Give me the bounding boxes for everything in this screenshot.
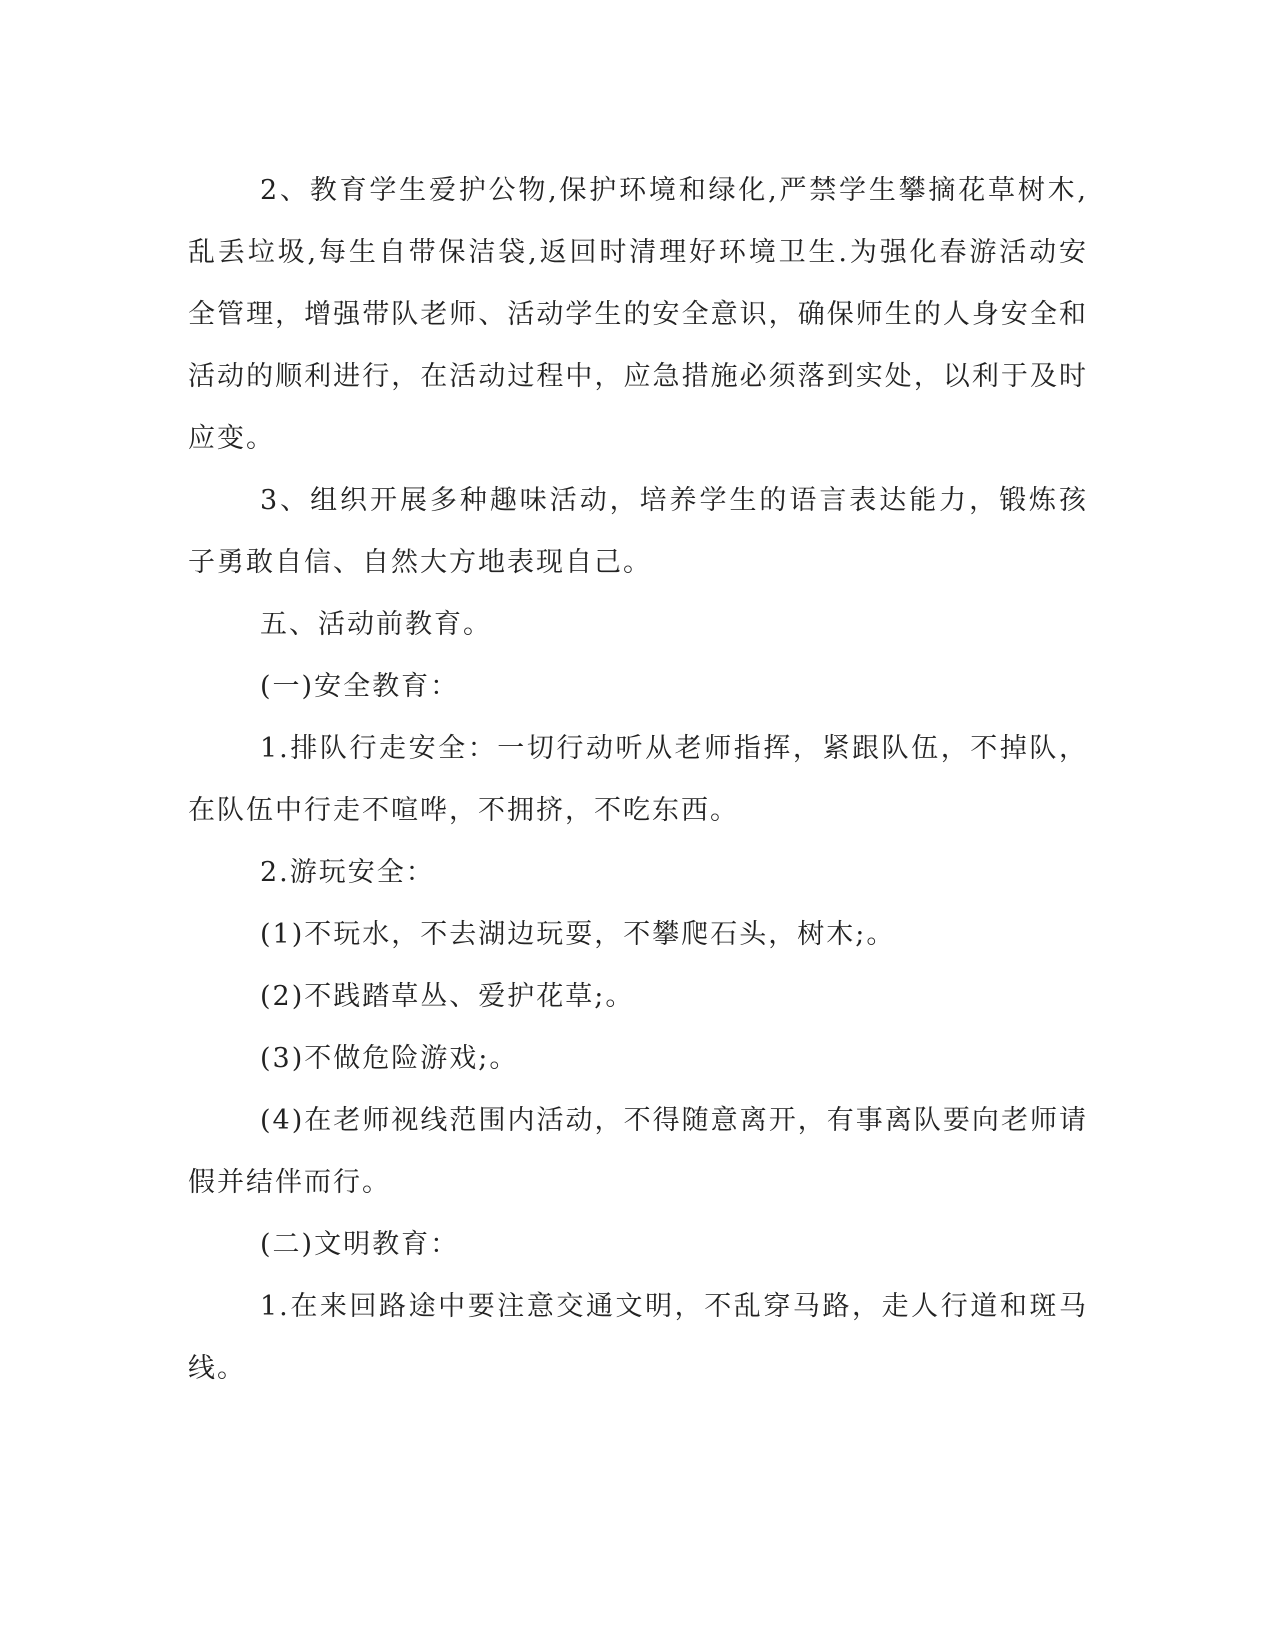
subheading-safety-education: (一)安全教育：	[260, 671, 460, 702]
list-item-no-dangerous-games: (3)不做危险游戏;。	[260, 1043, 519, 1074]
paragraph-fun-activities: 3、组织开展多种趣味活动，培养学生的语言表达能力，锻炼孩子勇敢自信、自然大方地表现自己。	[188, 485, 1088, 578]
paragraph-play-safety: 2.游玩安全：	[260, 857, 435, 888]
list-item-no-water-play: (1)不玩水，不去湖边玩耍，不攀爬石头，树木;。	[260, 919, 896, 950]
list-item-no-trampling-grass: (2)不践踏草丛、爱护花草;。	[260, 981, 635, 1012]
paragraph-care-public-property: 2、教育学生爱护公物,保护环境和绿化,严禁学生攀摘花草树木,乱丢垃圾,每生自带保洁袋,返回时清理好环境卫生.为强化春游活动安全管理，增强带队老师、活动学生的安全意识，确保师生的人身安全和活动的顺利进行，在活动过程中，应急措施必须落到实处，以利于及时应变。	[188, 175, 1088, 454]
list-item-stay-in-sight: (4)在老师视线范围内活动，不得随意离开，有事离队要向老师请假并结伴而行。	[188, 1105, 1088, 1198]
subheading-civility-education: (二)文明教育：	[260, 1229, 460, 1260]
paragraph-queue-walking-safety: 1.排队行走安全：一切行动听从老师指挥，紧跟队伍，不掉队，在队伍中行走不喧哗，不拥挤，不吃东西。	[188, 733, 1088, 826]
document-body	[188, 160, 1088, 1400]
paragraph-traffic-civility: 1.在来回路途中要注意交通文明，不乱穿马路，走人行道和斑马线。	[188, 1291, 1088, 1384]
section-heading-pre-activity-education: 五、活动前教育。	[260, 609, 492, 640]
